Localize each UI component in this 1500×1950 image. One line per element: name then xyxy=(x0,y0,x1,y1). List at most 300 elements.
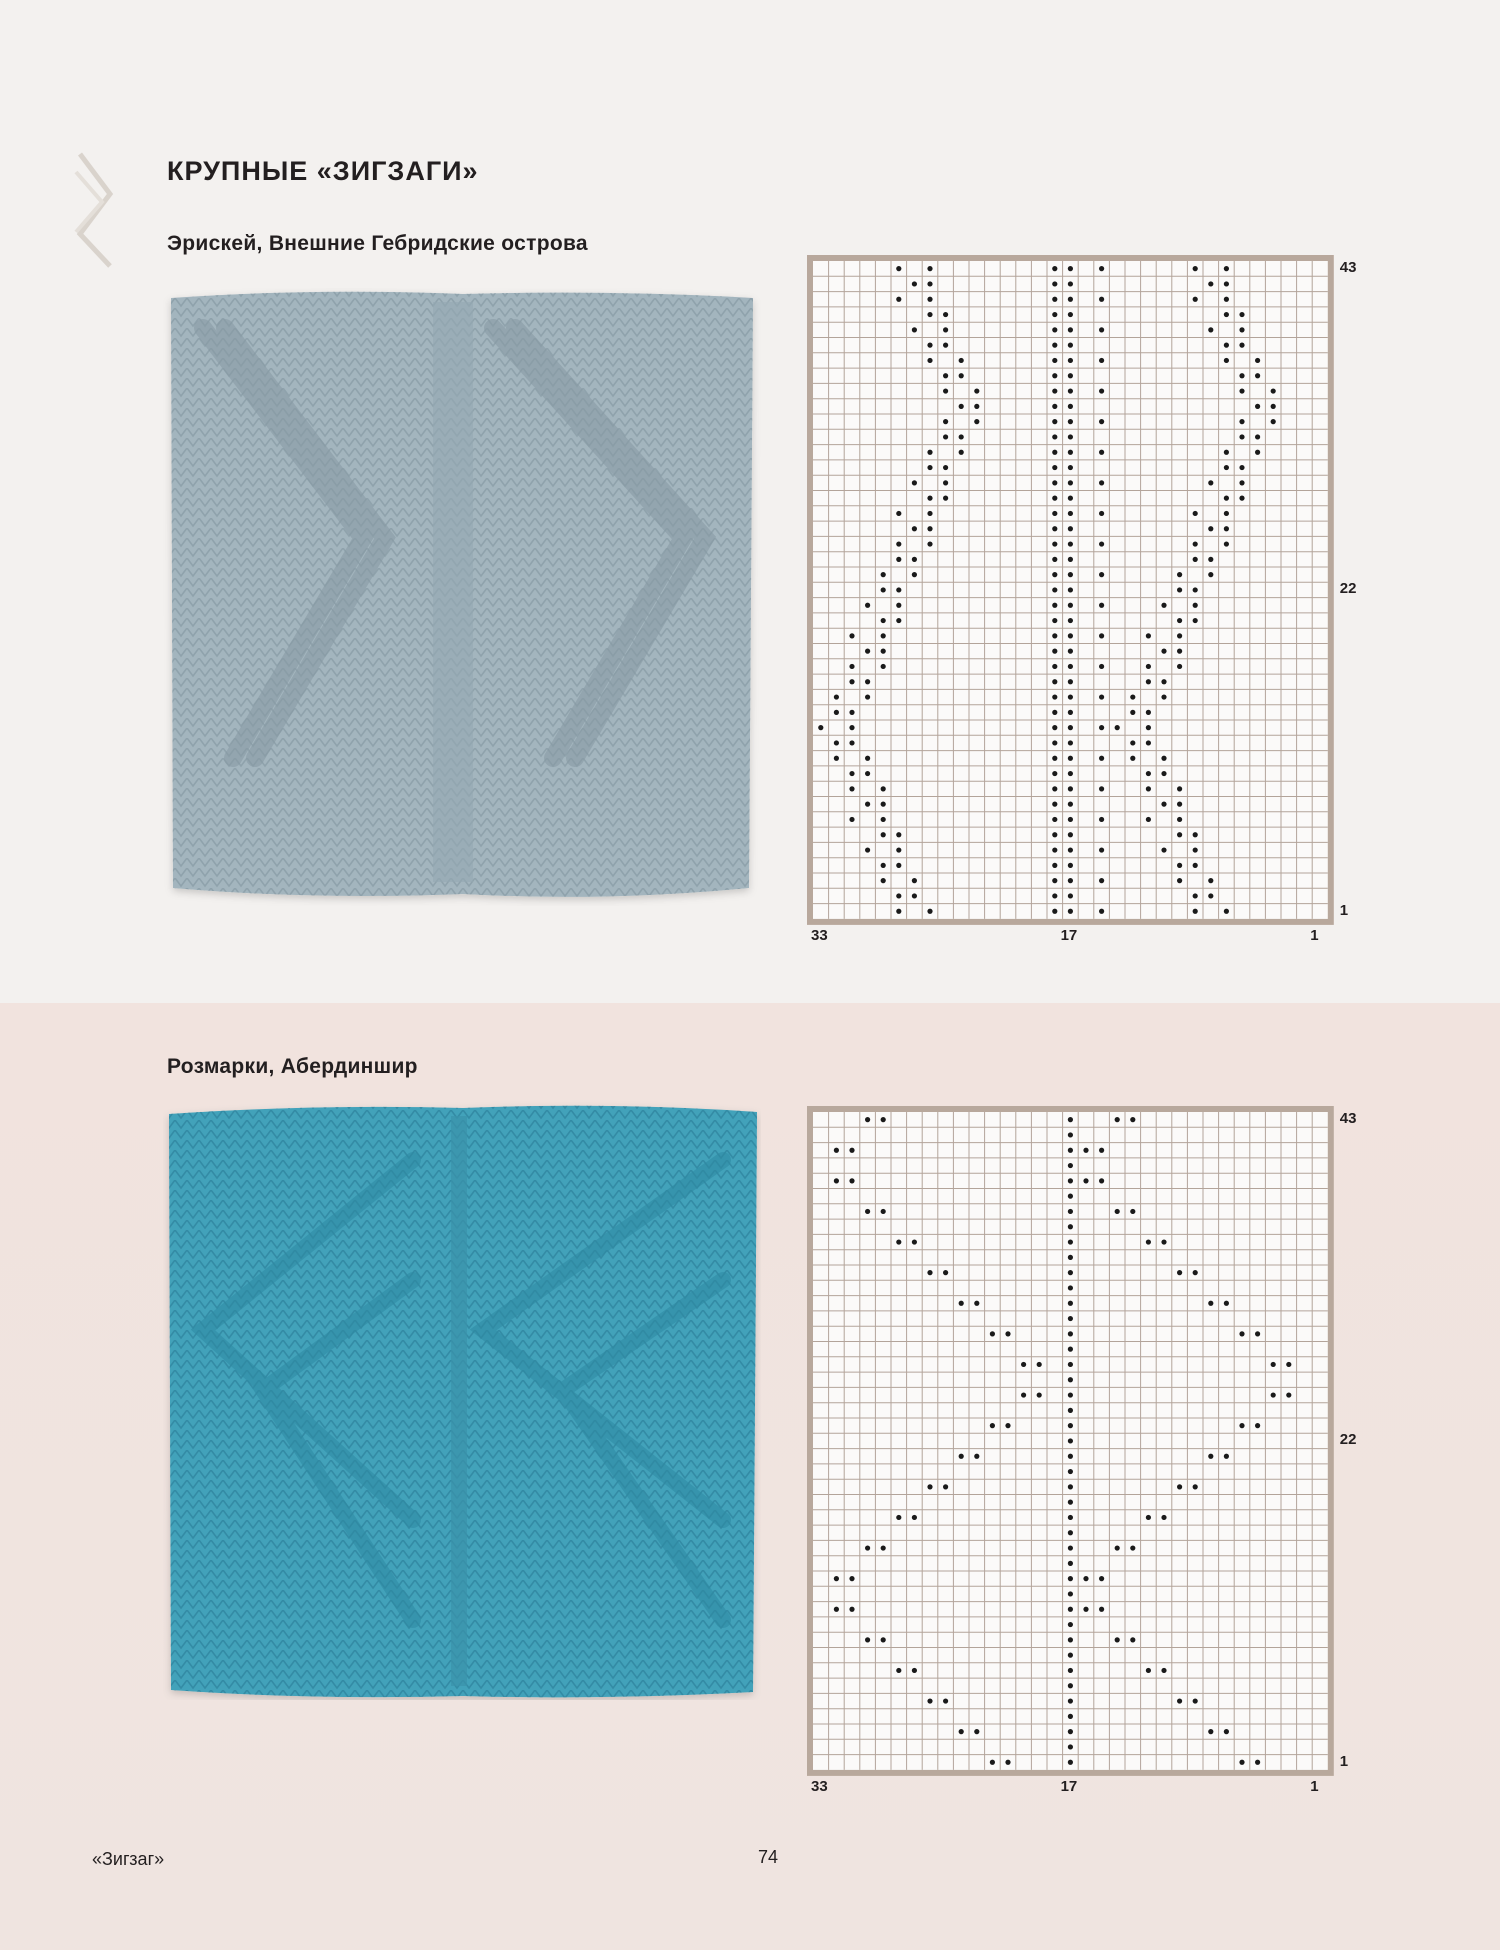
chart-grid xyxy=(807,255,1327,935)
purl-dot xyxy=(1271,1392,1276,1397)
purl-dot xyxy=(943,1270,948,1275)
purl-dot xyxy=(1193,266,1198,271)
purl-dot xyxy=(1099,450,1104,455)
purl-dot xyxy=(1130,694,1135,699)
purl-dot xyxy=(1099,633,1104,638)
section-title: КРУПНЫЕ «ЗИГЗАГИ» xyxy=(167,156,479,186)
purl-dot xyxy=(1239,343,1244,348)
purl-dot xyxy=(1068,1270,1073,1275)
purl-dot xyxy=(1052,434,1057,439)
purl-dot xyxy=(1099,1576,1104,1581)
purl-dot xyxy=(927,281,932,286)
purl-dot xyxy=(927,297,932,302)
purl-dot xyxy=(1068,1408,1073,1413)
purl-dot xyxy=(1224,541,1229,546)
purl-dot xyxy=(1068,281,1073,286)
purl-dot xyxy=(1052,526,1057,531)
purl-dot xyxy=(1068,373,1073,378)
purl-dot xyxy=(1161,771,1166,776)
purl-dot xyxy=(1068,1760,1073,1765)
column-number-label: 1 xyxy=(1310,926,1319,944)
purl-dot xyxy=(1068,511,1073,516)
purl-dot xyxy=(865,603,870,608)
purl-dot xyxy=(1115,725,1120,730)
purl-dot xyxy=(1068,557,1073,562)
purl-dot xyxy=(1224,450,1229,455)
knitted-swatch-grey xyxy=(163,288,761,906)
purl-dot xyxy=(1052,649,1057,654)
purl-dot xyxy=(849,710,854,715)
purl-dot xyxy=(1052,817,1057,822)
purl-dot xyxy=(865,771,870,776)
purl-dot xyxy=(1224,909,1229,914)
purl-dot xyxy=(1068,832,1073,837)
purl-dot xyxy=(1052,511,1057,516)
purl-dot xyxy=(1052,710,1057,715)
purl-dot xyxy=(1021,1362,1026,1367)
purl-dot xyxy=(1068,1729,1073,1734)
purl-dot xyxy=(834,694,839,699)
purl-dot xyxy=(943,496,948,501)
purl-dot xyxy=(1099,388,1104,393)
purl-dot xyxy=(1177,786,1182,791)
purl-dot xyxy=(974,1454,979,1459)
purl-dot xyxy=(1068,725,1073,730)
purl-dot xyxy=(943,343,948,348)
purl-dot xyxy=(1255,358,1260,363)
purl-dot xyxy=(1099,572,1104,577)
purl-dot xyxy=(1177,1484,1182,1489)
purl-dot xyxy=(1177,1698,1182,1703)
purl-dot xyxy=(1099,1148,1104,1153)
purl-dot xyxy=(974,419,979,424)
purl-dot xyxy=(865,1117,870,1122)
purl-dot xyxy=(927,465,932,470)
purl-dot xyxy=(1193,847,1198,852)
purl-dot xyxy=(1099,756,1104,761)
purl-dot xyxy=(1239,388,1244,393)
purl-dot xyxy=(1068,1148,1073,1153)
purl-dot xyxy=(1193,832,1198,837)
purl-dot xyxy=(959,404,964,409)
purl-dot xyxy=(865,1209,870,1214)
purl-dot xyxy=(881,1209,886,1214)
purl-dot xyxy=(1052,343,1057,348)
purl-dot xyxy=(1099,480,1104,485)
purl-dot xyxy=(1115,1637,1120,1642)
purl-dot xyxy=(1099,1178,1104,1183)
purl-dot xyxy=(1052,771,1057,776)
purl-dot xyxy=(1068,1194,1073,1199)
purl-dot xyxy=(1208,893,1213,898)
purl-dot xyxy=(1115,1545,1120,1550)
purl-dot xyxy=(1208,878,1213,883)
purl-dot xyxy=(834,1178,839,1183)
purl-dot xyxy=(1068,1331,1073,1336)
purl-dot xyxy=(927,1270,932,1275)
purl-dot xyxy=(1068,847,1073,852)
purl-dot xyxy=(1068,1576,1073,1581)
purl-dot xyxy=(1068,1484,1073,1489)
footer-chapter: «Зигзаг» xyxy=(92,1849,165,1869)
column-number-label: 1 xyxy=(1310,1777,1319,1795)
purl-dot xyxy=(1068,893,1073,898)
purl-dot xyxy=(974,1301,979,1306)
purl-dot xyxy=(1068,1423,1073,1428)
purl-dot xyxy=(927,541,932,546)
purl-dot xyxy=(1052,863,1057,868)
purl-dot xyxy=(1271,419,1276,424)
purl-dot xyxy=(927,450,932,455)
purl-dot xyxy=(1068,404,1073,409)
purl-dot xyxy=(1161,603,1166,608)
purl-dot xyxy=(1177,863,1182,868)
purl-dot xyxy=(943,480,948,485)
purl-dot xyxy=(865,649,870,654)
purl-dot xyxy=(1068,694,1073,699)
purl-dot xyxy=(1052,909,1057,914)
purl-dot xyxy=(881,618,886,623)
purl-dot xyxy=(818,725,823,730)
purl-dot xyxy=(1068,541,1073,546)
purl-dot xyxy=(1099,664,1104,669)
purl-dot xyxy=(1130,1545,1135,1550)
purl-dot xyxy=(1193,603,1198,608)
purl-dot xyxy=(865,756,870,761)
purl-dot xyxy=(1068,1515,1073,1520)
purl-dot xyxy=(834,1607,839,1612)
row-number-label: 43 xyxy=(1339,259,1357,276)
purl-dot xyxy=(1083,1178,1088,1183)
purl-dot xyxy=(990,1331,995,1336)
purl-dot xyxy=(959,1454,964,1459)
purl-dot xyxy=(1068,633,1073,638)
zigzag-decoration-icon xyxy=(72,150,120,270)
purl-dot xyxy=(1068,1132,1073,1137)
purl-dot xyxy=(1068,496,1073,501)
purl-dot xyxy=(881,1637,886,1642)
purl-dot xyxy=(1068,1744,1073,1749)
purl-dot xyxy=(1130,740,1135,745)
purl-dot xyxy=(1255,404,1260,409)
purl-dot xyxy=(881,587,886,592)
purl-dot xyxy=(1068,419,1073,424)
purl-dot xyxy=(881,878,886,883)
row-number-label: 1 xyxy=(1339,901,1349,919)
purl-dot xyxy=(1052,465,1057,470)
purl-dot xyxy=(834,1148,839,1153)
purl-dot xyxy=(1099,1607,1104,1612)
purl-dot xyxy=(881,817,886,822)
purl-dot xyxy=(943,373,948,378)
purl-dot xyxy=(1052,694,1057,699)
purl-dot xyxy=(1052,388,1057,393)
purl-dot xyxy=(959,358,964,363)
purl-dot xyxy=(1068,587,1073,592)
purl-dot xyxy=(1068,756,1073,761)
purl-dot xyxy=(1005,1331,1010,1336)
purl-dot xyxy=(1052,802,1057,807)
purl-dot xyxy=(1146,1515,1151,1520)
purl-dot xyxy=(1068,740,1073,745)
purl-dot xyxy=(912,1239,917,1244)
purl-dot xyxy=(912,893,917,898)
purl-dot xyxy=(1068,388,1073,393)
purl-dot xyxy=(1224,297,1229,302)
purl-dot xyxy=(1193,587,1198,592)
purl-dot xyxy=(896,909,901,914)
purl-dot xyxy=(1193,618,1198,623)
purl-dot xyxy=(1068,572,1073,577)
purl-dot xyxy=(1083,1576,1088,1581)
purl-dot xyxy=(1068,1637,1073,1642)
purl-dot xyxy=(1193,893,1198,898)
purl-dot xyxy=(1099,511,1104,516)
purl-dot xyxy=(959,1729,964,1734)
purl-dot xyxy=(1099,786,1104,791)
row-number-label: 22 xyxy=(1339,580,1357,598)
purl-dot xyxy=(1255,1331,1260,1336)
purl-dot xyxy=(1224,465,1229,470)
purl-dot xyxy=(1239,1760,1244,1765)
purl-dot xyxy=(1255,373,1260,378)
purl-dot xyxy=(849,740,854,745)
purl-dot xyxy=(1239,496,1244,501)
purl-dot xyxy=(896,266,901,271)
purl-dot xyxy=(912,1515,917,1520)
purl-dot xyxy=(1052,832,1057,837)
purl-dot xyxy=(927,526,932,531)
purl-dot xyxy=(1177,832,1182,837)
purl-dot xyxy=(1239,373,1244,378)
purl-dot xyxy=(943,419,948,424)
purl-dot xyxy=(1068,1316,1073,1321)
purl-dot xyxy=(927,909,932,914)
purl-dot xyxy=(834,740,839,745)
purl-dot xyxy=(1271,1362,1276,1367)
purl-dot xyxy=(1068,1209,1073,1214)
purl-dot xyxy=(1052,847,1057,852)
purl-dot xyxy=(834,1576,839,1581)
purl-dot xyxy=(1255,1423,1260,1428)
purl-dot xyxy=(1068,1500,1073,1505)
purl-dot xyxy=(1068,771,1073,776)
purl-dot xyxy=(1052,664,1057,669)
purl-dot xyxy=(1208,557,1213,562)
purl-dot xyxy=(1193,863,1198,868)
purl-dot xyxy=(1177,817,1182,822)
chart-grid xyxy=(807,1106,1327,1786)
purl-dot xyxy=(1068,358,1073,363)
purl-dot xyxy=(990,1760,995,1765)
column-number-label: 17 xyxy=(1060,1777,1078,1795)
purl-dot xyxy=(849,633,854,638)
purl-dot xyxy=(974,404,979,409)
purl-dot xyxy=(1224,526,1229,531)
purl-dot xyxy=(1052,266,1057,271)
purl-dot xyxy=(1068,649,1073,654)
purl-dot xyxy=(1208,327,1213,332)
purl-dot xyxy=(1052,878,1057,883)
purl-dot xyxy=(1099,817,1104,822)
purl-dot xyxy=(927,312,932,317)
purl-dot xyxy=(1146,771,1151,776)
purl-dot xyxy=(1068,1438,1073,1443)
purl-dot xyxy=(881,1117,886,1122)
purl-dot xyxy=(1068,1530,1073,1535)
pattern-1-subtitle: Эрискей, Внешние Гебридские острова xyxy=(167,232,588,255)
purl-dot xyxy=(1161,1668,1166,1673)
purl-dot xyxy=(1052,587,1057,592)
purl-dot xyxy=(865,694,870,699)
purl-dot xyxy=(1068,312,1073,317)
purl-dot xyxy=(1052,281,1057,286)
purl-dot xyxy=(1161,1515,1166,1520)
purl-dot xyxy=(1224,343,1229,348)
purl-dot xyxy=(1146,740,1151,745)
purl-dot xyxy=(896,511,901,516)
purl-dot xyxy=(1052,740,1057,745)
purl-dot xyxy=(1068,526,1073,531)
purl-dot xyxy=(1068,343,1073,348)
purl-dot xyxy=(896,893,901,898)
purl-dot xyxy=(1161,802,1166,807)
purl-dot xyxy=(1068,1362,1073,1367)
purl-dot xyxy=(1239,1331,1244,1336)
purl-dot xyxy=(1193,909,1198,914)
purl-dot xyxy=(1068,878,1073,883)
purl-dot xyxy=(1005,1760,1010,1765)
purl-dot xyxy=(1021,1392,1026,1397)
purl-dot xyxy=(849,771,854,776)
purl-dot xyxy=(1005,1423,1010,1428)
purl-dot xyxy=(1193,297,1198,302)
purl-dot xyxy=(1068,465,1073,470)
purl-dot xyxy=(1068,1285,1073,1290)
purl-dot xyxy=(1130,1117,1135,1122)
purl-dot xyxy=(1068,1301,1073,1306)
purl-dot xyxy=(1099,847,1104,852)
purl-dot xyxy=(881,786,886,791)
purl-dot xyxy=(912,557,917,562)
purl-dot xyxy=(1099,297,1104,302)
purl-dot xyxy=(896,847,901,852)
purl-dot xyxy=(1161,1239,1166,1244)
purl-dot xyxy=(1115,1209,1120,1214)
purl-dot xyxy=(1224,281,1229,286)
purl-dot xyxy=(865,1637,870,1642)
purl-dot xyxy=(1255,434,1260,439)
purl-dot xyxy=(1208,572,1213,577)
row-number-label: 1 xyxy=(1339,1752,1349,1770)
purl-dot xyxy=(1068,679,1073,684)
purl-dot xyxy=(1177,649,1182,654)
purl-dot xyxy=(927,1698,932,1703)
purl-dot xyxy=(849,679,854,684)
purl-dot xyxy=(1208,526,1213,531)
purl-dot xyxy=(1052,786,1057,791)
row-number-label: 43 xyxy=(1339,1110,1357,1127)
purl-dot xyxy=(1052,312,1057,317)
purl-dot xyxy=(1052,541,1057,546)
purl-dot xyxy=(881,664,886,669)
purl-dot xyxy=(912,327,917,332)
purl-dot xyxy=(1099,419,1104,424)
purl-dot xyxy=(896,541,901,546)
purl-dot xyxy=(1099,725,1104,730)
purl-dot xyxy=(959,373,964,378)
purl-dot xyxy=(1037,1362,1042,1367)
purl-dot xyxy=(1224,266,1229,271)
purl-dot xyxy=(1068,664,1073,669)
purl-dot xyxy=(896,603,901,608)
purl-dot xyxy=(1083,1148,1088,1153)
purl-dot xyxy=(849,1607,854,1612)
purl-dot xyxy=(1130,1637,1135,1642)
purl-dot xyxy=(943,327,948,332)
purl-dot xyxy=(1146,664,1151,669)
purl-dot xyxy=(1068,1622,1073,1627)
purl-dot xyxy=(1068,1607,1073,1612)
purl-dot xyxy=(1068,480,1073,485)
purl-dot xyxy=(1177,664,1182,669)
purl-dot xyxy=(1146,725,1151,730)
purl-dot xyxy=(959,1301,964,1306)
purl-dot xyxy=(943,434,948,439)
purl-dot xyxy=(1193,1270,1198,1275)
purl-dot xyxy=(927,1484,932,1489)
purl-dot xyxy=(1052,327,1057,332)
purl-dot xyxy=(1286,1362,1291,1367)
purl-dot xyxy=(1068,297,1073,302)
purl-dot xyxy=(1239,327,1244,332)
purl-dot xyxy=(1146,786,1151,791)
purl-dot xyxy=(1068,1163,1073,1168)
purl-dot xyxy=(1068,434,1073,439)
purl-dot xyxy=(1052,373,1057,378)
purl-dot xyxy=(1052,557,1057,562)
purl-dot xyxy=(1068,1255,1073,1260)
purl-dot xyxy=(1052,480,1057,485)
purl-dot xyxy=(1068,1377,1073,1382)
purl-dot xyxy=(896,618,901,623)
purl-dot xyxy=(1052,725,1057,730)
purl-dot xyxy=(912,572,917,577)
purl-dot xyxy=(1099,878,1104,883)
purl-dot xyxy=(1193,1484,1198,1489)
purl-dot xyxy=(1177,572,1182,577)
purl-dot xyxy=(1177,802,1182,807)
purl-dot xyxy=(881,802,886,807)
purl-dot xyxy=(1068,1224,1073,1229)
knitting-chart-1 xyxy=(807,255,1357,944)
purl-dot xyxy=(896,863,901,868)
purl-dot xyxy=(1177,633,1182,638)
purl-dot xyxy=(1068,710,1073,715)
purl-dot xyxy=(896,297,901,302)
purl-dot xyxy=(865,802,870,807)
purl-dot xyxy=(1052,618,1057,623)
purl-dot xyxy=(1052,358,1057,363)
purl-dot xyxy=(1208,480,1213,485)
purl-dot xyxy=(1068,1117,1073,1122)
purl-dot xyxy=(1130,1209,1135,1214)
purl-dot xyxy=(1068,786,1073,791)
purl-dot xyxy=(1052,450,1057,455)
purl-dot xyxy=(881,832,886,837)
purl-dot xyxy=(834,710,839,715)
purl-dot xyxy=(1052,297,1057,302)
